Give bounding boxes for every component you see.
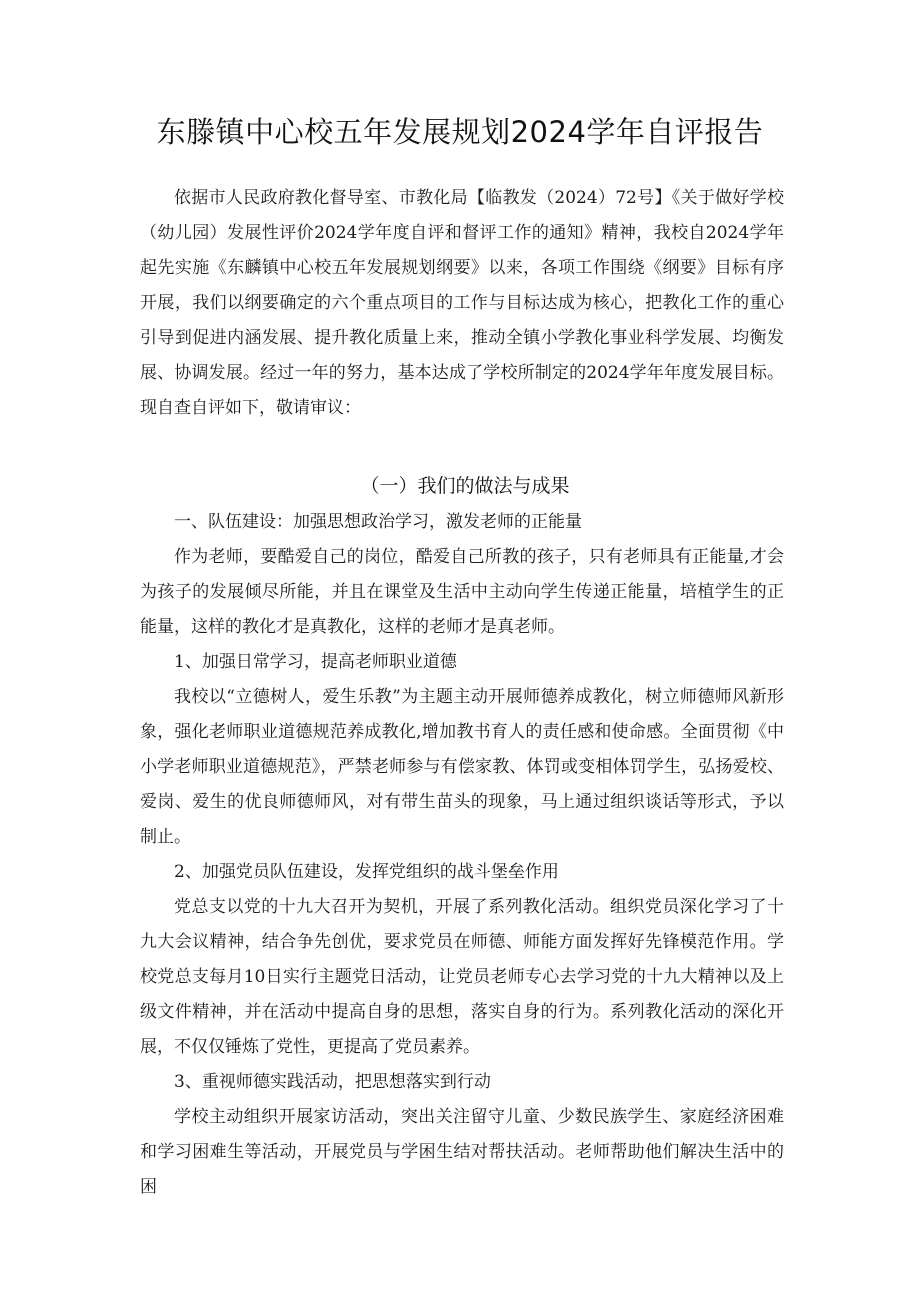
item3-paragraph: 学校主动组织开展家访活动，突出关注留守儿童、少数民族学生、家庭经济困难和学习困难生等活动，开展党员与学困生结对帮扶活动。老师帮助他们解决生活中的困	[140, 1107, 784, 1197]
document-title: 东滕镇中心校五年发展规划2024学年自评报告	[156, 115, 764, 149]
item1-paragraph: 我校以“立德树人，爱生乐教”为主题主动开展师德养成教化，树立师德师风新形象，强化老师职业道德规范养成教化,增加教书育人的责任感和使命感。全面贯彻《中小学老师职业道德规范》，严禁老师参与有偿家教、体罚或变相体罚学生，弘扬爱校、爱岗、爱生的优良师德师风，对有带生苗头的现象，马上通过组织谈话等形式，予以制止。	[140, 687, 784, 847]
body-block	[140, 505, 784, 1205]
intro-block	[140, 181, 784, 426]
item2-heading: 2、加强党员队伍建设，发挥党组织的战斗堡垒作用	[174, 862, 559, 882]
part1-paragraph: 作为老师，要酷爱自己的岗位，酷爱自己所教的孩子，只有老师具有正能量,才会为孩子的发展倾尽所能，并且在课堂及生活中主动向学生传递正能量，培植学生的正能量，这样的教化才是真教化，这样的老师才是真老师。	[140, 547, 784, 637]
item2-paragraph: 党总支以党的十九大召开为契机，开展了系列教化活动。组织党员深化学习了十九大会议精神，结合争先创优，要求党员在师德、师能方面发挥好先锋模范作用。学校党总支每月10日实行主题党日活动，让党员老师专心去学习党的十九大精神以及上级文件精神，并在活动中提高自身的思想，落实自身的行为。系列教化活动的深化开展，不仅仅锤炼了党性，更提高了党员素养。	[140, 897, 784, 1057]
item3-heading: 3、重视师德实践活动，把思想落实到行动	[174, 1072, 491, 1092]
item1-heading: 1、加强日常学习，提高老师职业道德	[174, 652, 457, 672]
intro-paragraph: 依据市人民政府教化督导室、市教化局【临教发（2024）72号】《关于做好学校（幼儿园）发展性评价2024学年度自评和督评工作的通知》精神，我校自2024学年起先实施《东麟镇中心校五年发展规划纲要》以来，各项工作围绕《纲要》目标有序开展，我们以纲要确定的六个重点项目的工作与目标达成为核心，把教化工作的重心引导到促进内涵发展、提升教化质量上来，推动全镇小学教化事业科学发展、均衡发展、协调发展。经过一年的努力，基本达成了学校所制定的2024学年年度发展目标。现自查自评如下，敬请审议：	[140, 188, 784, 418]
section-heading: （一）我们的做法与成果	[360, 475, 570, 497]
part1-heading: 一、队伍建设：加强思想政治学习，激发老师的正能量	[174, 512, 582, 532]
